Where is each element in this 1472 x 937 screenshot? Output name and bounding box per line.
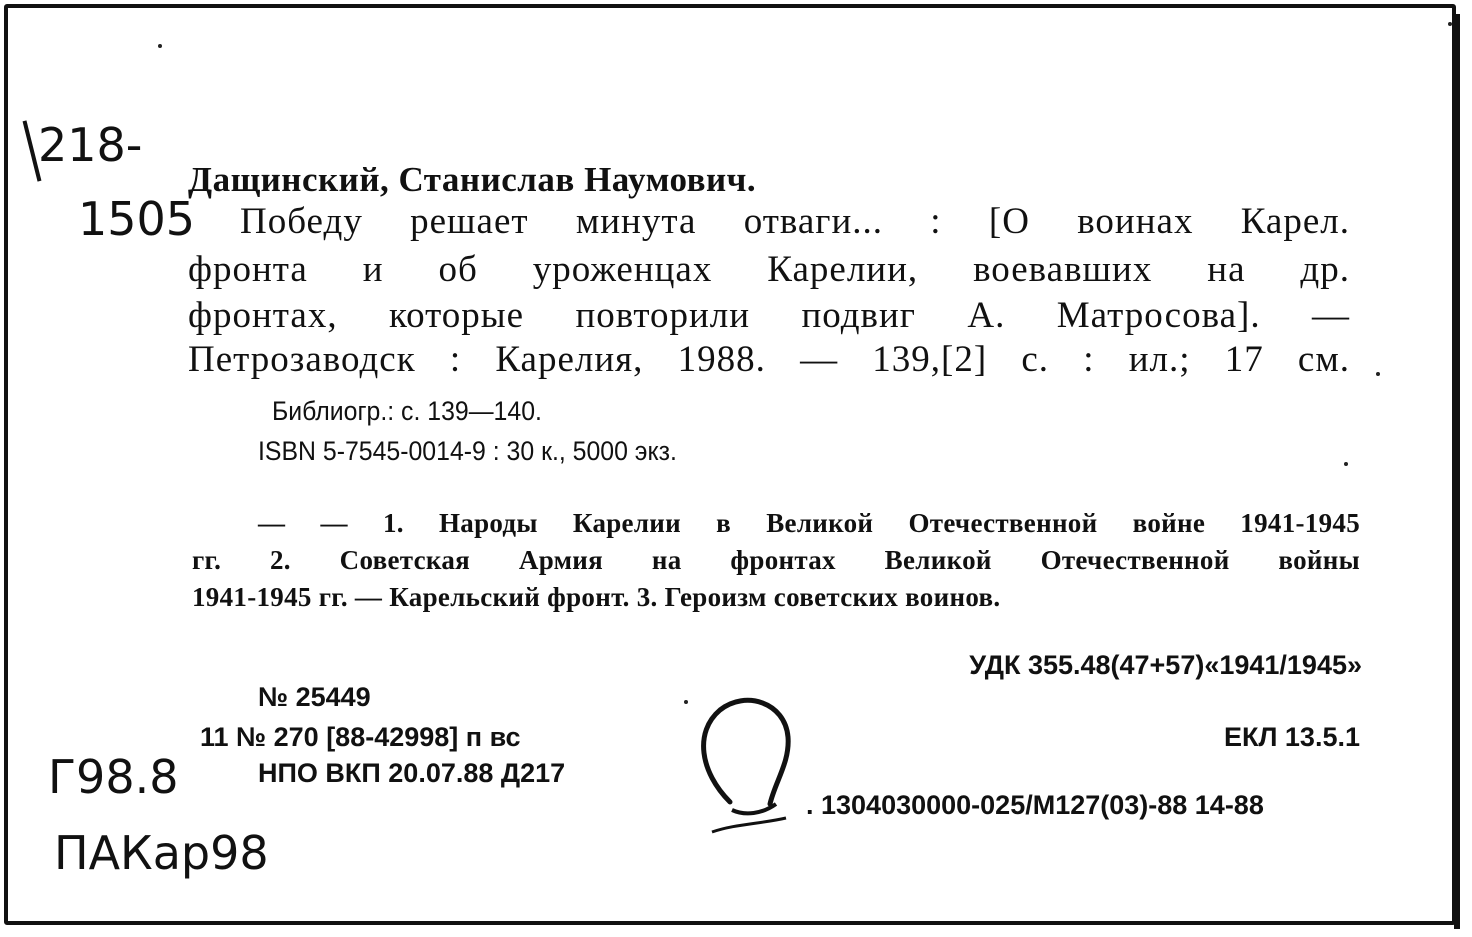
speck <box>684 700 688 704</box>
classification-code: . 1304030000-025/М127(03)-88 14-88 <box>806 790 1264 820</box>
handwritten-shelf-mark: Г98.8 <box>48 750 179 804</box>
title-line-2: фронта и об уроженцах Карелии, воевавших на др. <box>188 249 1350 290</box>
title-line-1: Победу решает минута отваги... : [О воинах Карел. <box>240 201 1350 242</box>
subject-line-1: — — 1. Народы Карелии в Великой Отечественной войне 1941-1945 <box>258 508 1360 538</box>
card-number: № 25449 <box>258 682 371 712</box>
subject-line-3: 1941-1945 гг. — Карельский фронт. 3. Героизм советских воинов. <box>192 582 1001 612</box>
author-heading: Дащинский, Станислав Наумович. <box>188 160 757 199</box>
lamp-symbol-icon <box>690 692 800 842</box>
ekl-code: ЕКЛ 13.5.1 <box>1223 722 1360 752</box>
subject-line-2: гг. 2. Советская Армия на фронтах Великой Отечественной войны <box>192 545 1360 575</box>
publisher-info: НПО ВКП 20.07.88 Д217 <box>258 758 566 788</box>
handwritten-location-code: ПАКар98 <box>54 826 269 880</box>
speck <box>1344 462 1348 466</box>
title-line-4: Петрозаводск : Карелия, 1988. — 139,[2] с. : ил.; 17 см. <box>188 339 1350 380</box>
speck <box>1448 22 1452 26</box>
handwritten-call-number-2: 1505 <box>78 192 196 246</box>
speck <box>1376 372 1380 376</box>
isbn-line: ISBN 5-7545-0014-9 : 30 к., 5000 экз. <box>258 436 677 466</box>
udk-code: УДК 355.48(47+57)«1941/1945» <box>969 650 1362 680</box>
handwritten-call-number-1: 218- <box>38 118 143 172</box>
speck <box>158 44 162 48</box>
order-number: 11 № 270 [88-42998] п вс <box>200 722 521 752</box>
bibliography-note: Библиогр.: с. 139—140. <box>272 396 542 426</box>
title-line-3: фронтах, которые повторили подвиг А. Матросова]. — <box>188 295 1350 336</box>
